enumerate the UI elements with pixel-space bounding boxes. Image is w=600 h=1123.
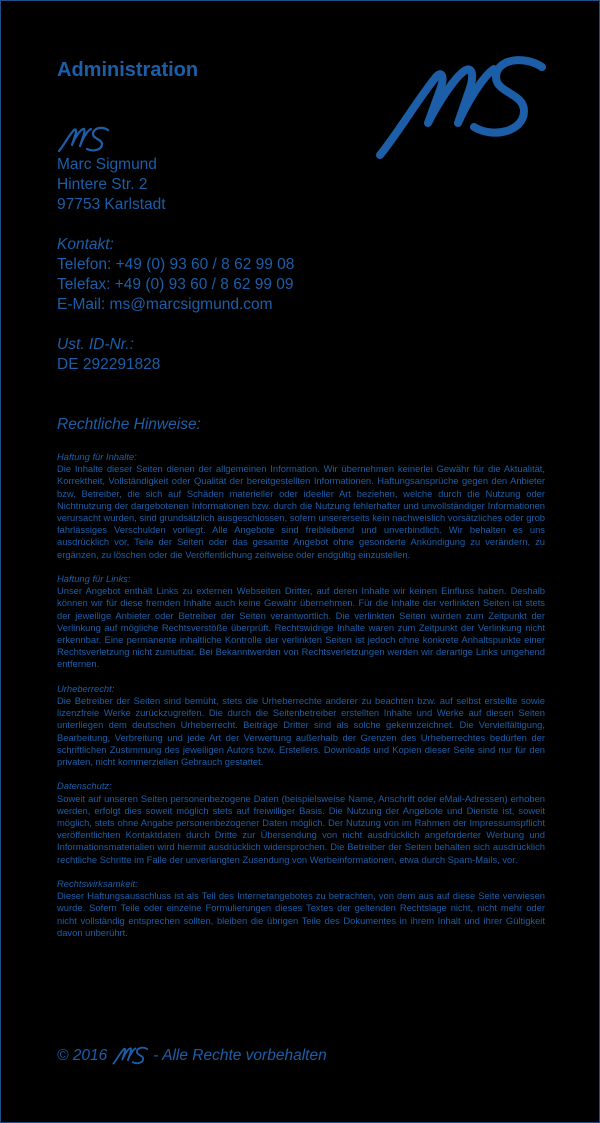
section-text: Die Inhalte dieser Seiten dienen der allgemeinen Information. Wir übernehmen keinerlei Gewähr für die Aktualität, Korrektheit, Vollständigkeit oder Qualität der bereitgestellten Informationen. Haftungsansprüche gegen den Anbieter bzw. Betreiber, die sich auf Schäden materieller oder ideeller Art beziehen, welche durch die Nutzung oder Nichtnutzung der dargebotenen Informationen bzw. durch die Nutzung fehlerhafter und unvollständiger Informationen verursacht wurden, sind grundsätzlich ausgeschlossen, sofern unsererseits kein nachweislich vorsätzliches oder grob fahrlässiges Verschulden vorliegt. Alle Angebote sind freibleibend und unverbindlich. Wir behalten es uns ausdrücklich vor, Teile der Seiten oder das gesamte Angebot ohne gesonderte Ankündigung zu verändern, zu ergänzen, zu löschen oder die Veröffentlichung zeitweise oder endgültig einzustellen. [57, 463, 545, 560]
ms-logo-icon [57, 125, 109, 155]
ms-logo-icon [374, 53, 546, 161]
section-text: Dieser Haftungsausschluss ist als Teil des Internetangebotes zu betrachten, von dem aus auf diese Seite verwiesen wurde. Sofern Teile oder einzelne Formulierungen dieses Textes der geltenden Rechtslage nicht, nicht mehr oder nicht vollständig entsprechen sollten, bleiben die übrigen Teile des Dokumentes in ihrem Inhalt und ihrer Gültigkeit davon unberührt. [57, 890, 545, 938]
section-title: Rechtswirksamkeit: [57, 878, 138, 890]
section-title: Haftung für Inhalte: [57, 451, 137, 462]
legal-section-copyright [57, 683, 545, 768]
section-title: Datenschutz: [57, 780, 112, 792]
section-title: Haftung für Links: [57, 573, 131, 585]
address-block [57, 155, 166, 215]
page-title: Administration [57, 59, 199, 81]
ms-logo-icon [112, 1045, 148, 1067]
contact-phone: Telefon: +49 (0) 93 60 / 8 62 99 08 [57, 256, 295, 273]
section-text: Unser Angebot enthält Links zu externen Webseiten Dritter, auf deren Inhalte wir keinen Einfluss haben. Deshalb können wir für diese fremden Inhalte auch keine Gewähr übernehmen. Für die Inhalte der verlinkten Seiten ist stets der jeweilige Anbieter oder Betreiber der Seiten verantwortlich. Die verlinkten Seiten wurden zum Zeitpunkt der Verlinkung auf mögliche Rechtsverstöße überprüft. Rechtswidrige Inhalte waren zum Zeitpunkt der Verlinkung nicht erkennbar. Eine permanente inhaltliche Kontrolle der verlinkten Seiten ist jedoch ohne konkrete Anhaltspunkte einer Rechtsverletzung nicht zumutbar. Bei Bekanntwerden von Rechtsverletzungen werden wir derartige Links umgehend entfernen. [57, 585, 545, 670]
vat-heading: Ust. ID-Nr.: [57, 336, 134, 353]
footer-rights: - Alle Rechte vorbehalten [153, 1047, 327, 1064]
contact-email[interactable]: E-Mail: ms@marcsigmund.com [57, 296, 273, 313]
legal-section-privacy [57, 780, 545, 865]
footer [57, 1045, 327, 1067]
legal-notices [57, 451, 545, 951]
section-title: Urheberrecht: [57, 682, 115, 694]
section-text: Soweit auf unseren Seiten personenbezogene Daten (beispielsweise Name, Anschrift oder eMail-Adressen) erhoben werden, erfolgt dies soweit möglich stets auf freiwilliger Basis. Die Nutzung der Angebote und Dienste ist, soweit möglich, stets ohne Angabe personenbezogener Daten möglich. Der Nutzung von im Rahmen der Impressumspflicht veröffentlichten Kontaktdaten durch Dritte zur Übersendung von nicht ausdrücklich angeforderter Werbung und Informationsmaterialien wird hiermit ausdrücklich widersprochen. Die Betreiber der Seiten behalten sich ausdrücklich rechtliche Schritte im Falle der unverlangten Zusendung von Werbeinformationen, etwa durch Spam-Mails, vor. [57, 792, 545, 865]
legal-section-validity [57, 878, 545, 939]
contact-block [57, 235, 294, 315]
footer-copyright: © 2016 [57, 1047, 108, 1064]
contact-heading: Kontakt: [57, 236, 114, 253]
address-street: Hintere Str. 2 [57, 176, 148, 193]
address-city: 97753 Karlstadt [57, 196, 166, 213]
vat-block [57, 335, 160, 375]
vat-value: DE 292291828 [57, 356, 161, 373]
legal-section-link-liability [57, 573, 545, 671]
legal-heading: Rechtliche Hinweise: [57, 416, 201, 433]
section-text: Die Betreiber der Seiten sind bemüht, stets die Urheberrechte anderer zu beachten bzw. auf selbst erstellte sowie lizenzfreie Werke zurückzugreifen. Die durch die Seitenbetreiber erstellten Inhalte und Werke auf diesen Seiten unterliegen dem deutschen Urheberrecht. Beiträge Dritter sind als solche gekennzeichnet. Die Vervielfältigung, Bearbeitung, Verbreitung und jede Art der Verwertung außerhalb der Grenzen des Urheberrechtes bedürfen der schriftlichen Zustimmung des jeweiligen Autors bzw. Erstellers. Downloads und Kopien dieser Seite sind nur für den privaten, nicht kommerziellen Gebrauch gestattet. [57, 695, 545, 768]
contact-fax: Telefax: +49 (0) 93 60 / 8 62 99 09 [57, 276, 294, 293]
legal-section-content-liability [57, 451, 545, 561]
address-name: Marc Sigmund [57, 156, 157, 173]
